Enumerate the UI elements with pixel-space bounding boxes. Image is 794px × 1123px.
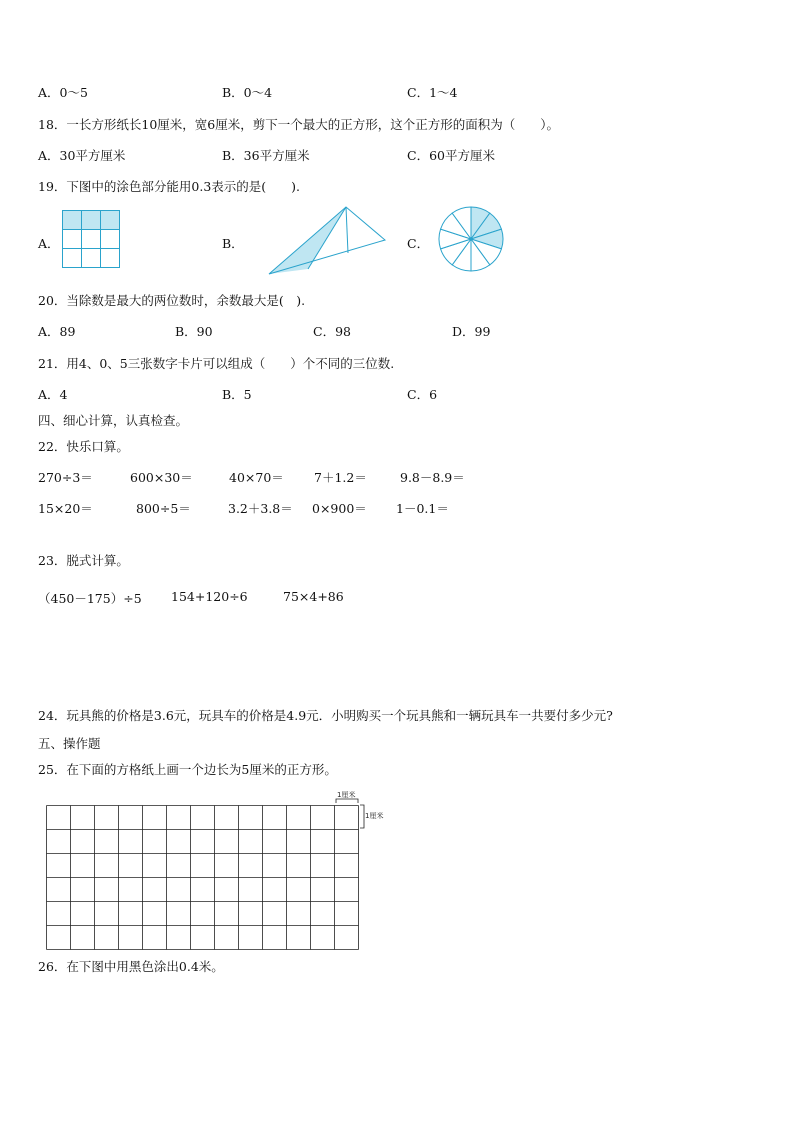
q19-circle-figure-c	[437, 205, 507, 275]
q19-triangle-figure-b	[268, 206, 388, 276]
q19-a-shaded-row	[63, 211, 120, 230]
q20-option-c: C．98	[313, 324, 351, 339]
q18-option-c: C．60平方厘米	[407, 148, 495, 163]
q23-item-2: 154+120÷6	[171, 589, 248, 604]
q17-option-a: A．0～5	[38, 85, 88, 100]
q19-label-b: B．	[222, 236, 244, 251]
q23-item-1: （450－175）÷5	[38, 591, 142, 606]
q22-r1-c1: 270÷3＝	[38, 470, 93, 485]
section4-title: 四、细心计算，认真检查。	[38, 413, 189, 428]
q23-stem: 23．脱式计算。	[38, 553, 129, 568]
q18-option-b: B．36平方厘米	[222, 148, 310, 163]
q19-stem: 19．下图中的涂色部分能用0.3表示的是( ).	[38, 179, 301, 194]
q22-r2-c3: 3.2＋3.8＝	[228, 501, 293, 516]
q21-option-b: B．5	[222, 387, 252, 402]
q26-stem: 26．在下图中用黑色涂出0.4米。	[38, 959, 224, 974]
q24-stem: 24．玩具熊的价格是3.6元，玩具车的价格是4.9元．小明购买一个玩具熊和一辆玩具车一共要付多少元?	[38, 708, 613, 723]
q25-unit-label-h: 1厘米	[337, 791, 356, 799]
q22-r1-c5: 9.8－8.9＝	[400, 470, 465, 485]
q18-stem: 18．一长方形纸长10厘米，宽6厘米，剪下一个最大的正方形，这个正方形的面积为（ ）。	[38, 117, 560, 132]
q25-unit-marks	[336, 799, 364, 828]
q23-item-3: 75×4+86	[283, 589, 344, 604]
q22-r1-c3: 40×70＝	[229, 470, 284, 485]
q25-grid-paper	[46, 790, 406, 930]
q22-r1-c2: 600×30＝	[130, 470, 193, 485]
q20-stem: 20．当除数是最大的两位数时，余数最大是( ).	[38, 293, 306, 308]
q20-option-a: A．89	[38, 324, 76, 339]
q22-r2-c2: 800÷5＝	[136, 501, 191, 516]
q22-r2-c1: 15×20＝	[38, 501, 93, 516]
q21-option-a: A．4	[38, 387, 68, 402]
q22-r1-c4: 7＋1.2＝	[314, 470, 367, 485]
q21-option-c: C．6	[407, 387, 438, 402]
q21-stem: 21．用4、0、5三张数字卡片可以组成（ ）个不同的三位数.	[38, 356, 395, 371]
q25-stem: 25．在下面的方格纸上画一个边长为5厘米的正方形。	[38, 762, 337, 777]
q19-label-a: A．	[38, 236, 60, 251]
q22-r2-c4: 0×900＝	[312, 501, 367, 516]
q20-option-d: D．99	[452, 324, 491, 339]
q20-option-b: B．90	[175, 324, 213, 339]
section5-title: 五、操作题	[38, 736, 101, 751]
q17-option-c: C．1～4	[407, 85, 458, 100]
q19-label-c: C．	[407, 236, 430, 251]
q18-option-a: A．30平方厘米	[38, 148, 126, 163]
q22-r2-c5: 1－0.1＝	[396, 501, 449, 516]
q22-stem: 22．快乐口算。	[38, 439, 129, 454]
q25-unit-label-v: 1厘米	[365, 812, 384, 820]
q19-grid-figure-a	[62, 210, 122, 270]
q17-option-b: B．0～4	[222, 85, 273, 100]
